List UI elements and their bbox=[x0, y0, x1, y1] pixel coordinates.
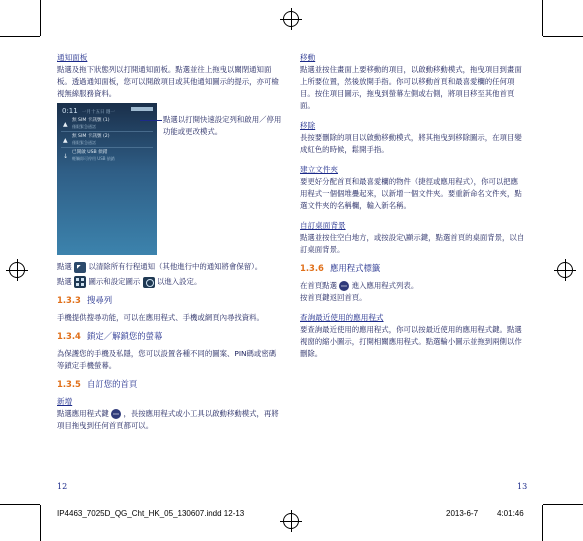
notification-panel-text: 點選及拖下狀態列以打開通知面板。點選並往上拖曳以關閉通知面板。透過通知面板，您可以開啟項目或其他通知圖示的提示，亦可檢視無線服務資料。 bbox=[57, 65, 279, 98]
home-key-text: 按首頁鍵返回首頁。 bbox=[300, 293, 367, 302]
wallpaper-heading: 自訂桌面背景 bbox=[300, 221, 346, 230]
section-heading: 1.3.4 鎖定／解鎖您的螢幕 bbox=[57, 331, 163, 341]
folder-text: 要更好分配首頁和最喜愛欄的物件（捷徑或應用程式），你可以把應用程式一個個堆疊起來，以新增一個文件夾。要重新命名文件夾，點選文件夾的名稱欄，輸入新名稱。 bbox=[300, 177, 522, 210]
crop-mark bbox=[0, 504, 40, 505]
callout-text: 點選以打開快速設定列和啟用／停用功能或更改模式。 bbox=[163, 115, 282, 136]
remove-heading: 移除 bbox=[300, 121, 316, 130]
divider bbox=[61, 147, 153, 148]
app-drawer-icon bbox=[339, 281, 349, 291]
add-heading: 新增 bbox=[57, 397, 73, 406]
section-heading: 1.3.3 搜尋列 bbox=[57, 295, 113, 305]
page-number-left: 12 bbox=[57, 482, 68, 491]
warning-icon: ▲ bbox=[63, 121, 68, 128]
section-heading: 1.3.5 自訂您的首頁 bbox=[57, 379, 138, 389]
add-text: 點選應用程式鍵 ，長按應用程式或小工具以啟動移動模式，再將項目拖曳到任何首頁都可以。 bbox=[57, 409, 279, 430]
move-text: 點選並按住畫面上要移動的項目，以啟動移動模式，拖曳項目到畫面上所要位置，然後放開手指。你可以移動首頁和最喜愛欄的任何項目。按住項目圖示，拖曳到螢幕左側或右側，將項目移至其他首頁面。 bbox=[300, 65, 522, 110]
status-date: 一月十五日 週一 bbox=[82, 110, 115, 115]
crop-mark bbox=[542, 505, 543, 541]
clear-notifications-text: 點選 以清除所有行程通知（其他進行中的通知將會保留）。 bbox=[57, 262, 263, 271]
slug-filename: IP4463_7025D_QG_Cht_HK_05_130607.indd 12-13 bbox=[57, 509, 245, 518]
crop-mark bbox=[543, 36, 583, 37]
left-column bbox=[57, 52, 282, 432]
remove-text: 長按要刪除的項目以啟動移動模式，將其拖曳到移除圖示，在項目變成紅色的時候，鬆開手指。 bbox=[300, 133, 522, 154]
lock-screen-text: 為保護您的手機及私隱，您可以設置各種不同的圖案、PIN碼或密碼等鎖定手機螢幕。 bbox=[57, 349, 277, 370]
status-icons bbox=[131, 107, 153, 111]
notification-row: ▲ 無 SIM 卡訊號 (1) 僅限緊急通話 bbox=[57, 117, 157, 132]
callout-line bbox=[140, 120, 162, 121]
crop-mark bbox=[542, 0, 543, 36]
status-time: 0:11 bbox=[62, 107, 78, 115]
section-heading: 1.3.6 應用程式標籤 bbox=[300, 263, 381, 273]
registration-mark bbox=[9, 262, 25, 278]
folder-heading: 建立文件夾 bbox=[300, 165, 338, 174]
registration-mark bbox=[283, 513, 299, 529]
notification-row: ▲ 無 SIM 卡訊號 (2) 僅限緊急通話 bbox=[57, 133, 157, 148]
search-bar-text: 手機提供搜尋功能，可以在應用程式、手機或網頁內尋找資料。 bbox=[57, 313, 264, 322]
app-drawer-icon bbox=[111, 409, 121, 419]
recent-apps-heading: 查詢最近使用的應用程式 bbox=[300, 313, 384, 322]
phone-screenshot bbox=[57, 103, 157, 255]
divider bbox=[61, 131, 153, 132]
clear-all-icon bbox=[74, 262, 86, 273]
slug-time: 4:01:46 bbox=[497, 509, 524, 518]
crop-mark bbox=[40, 0, 41, 36]
notification-panel-heading: 通知面板 bbox=[57, 53, 88, 62]
warning-icon: ▲ bbox=[63, 137, 68, 144]
usb-icon: ↓ bbox=[63, 153, 69, 160]
quick-settings-icon bbox=[74, 276, 86, 288]
crop-mark bbox=[0, 36, 40, 37]
settings-gear-icon bbox=[143, 277, 155, 288]
page-number-right: 13 bbox=[517, 482, 528, 491]
app-tab-text: 在首頁點選 進入應用程式列表。 bbox=[300, 281, 419, 290]
move-heading: 移動 bbox=[300, 53, 316, 62]
notification-row: ↓ 已開啟 USB 偵錯 輕觸即可停用 USB 偵錯 bbox=[63, 150, 115, 161]
registration-mark bbox=[557, 262, 573, 278]
crop-mark bbox=[40, 505, 41, 541]
registration-mark bbox=[283, 11, 299, 27]
wallpaper-text: 點選並按住空白地方，或按設定\顯示鍵，點選首頁的桌面背景，以自訂桌面背景。 bbox=[300, 233, 525, 254]
crop-mark bbox=[543, 504, 583, 505]
right-column bbox=[300, 52, 525, 360]
settings-text: 點選 圖示和設定圖示 以進入設定。 bbox=[57, 277, 202, 286]
slug-date: 2013-6-7 bbox=[446, 509, 479, 518]
recent-apps-text: 要查詢最近使用的應用程式，你可以按最近使用的應用程式鍵。點選視窗的縮小圖示，打開相關應用程式。點選輪小圖示並拖到兩側以作刪除。 bbox=[300, 325, 522, 358]
